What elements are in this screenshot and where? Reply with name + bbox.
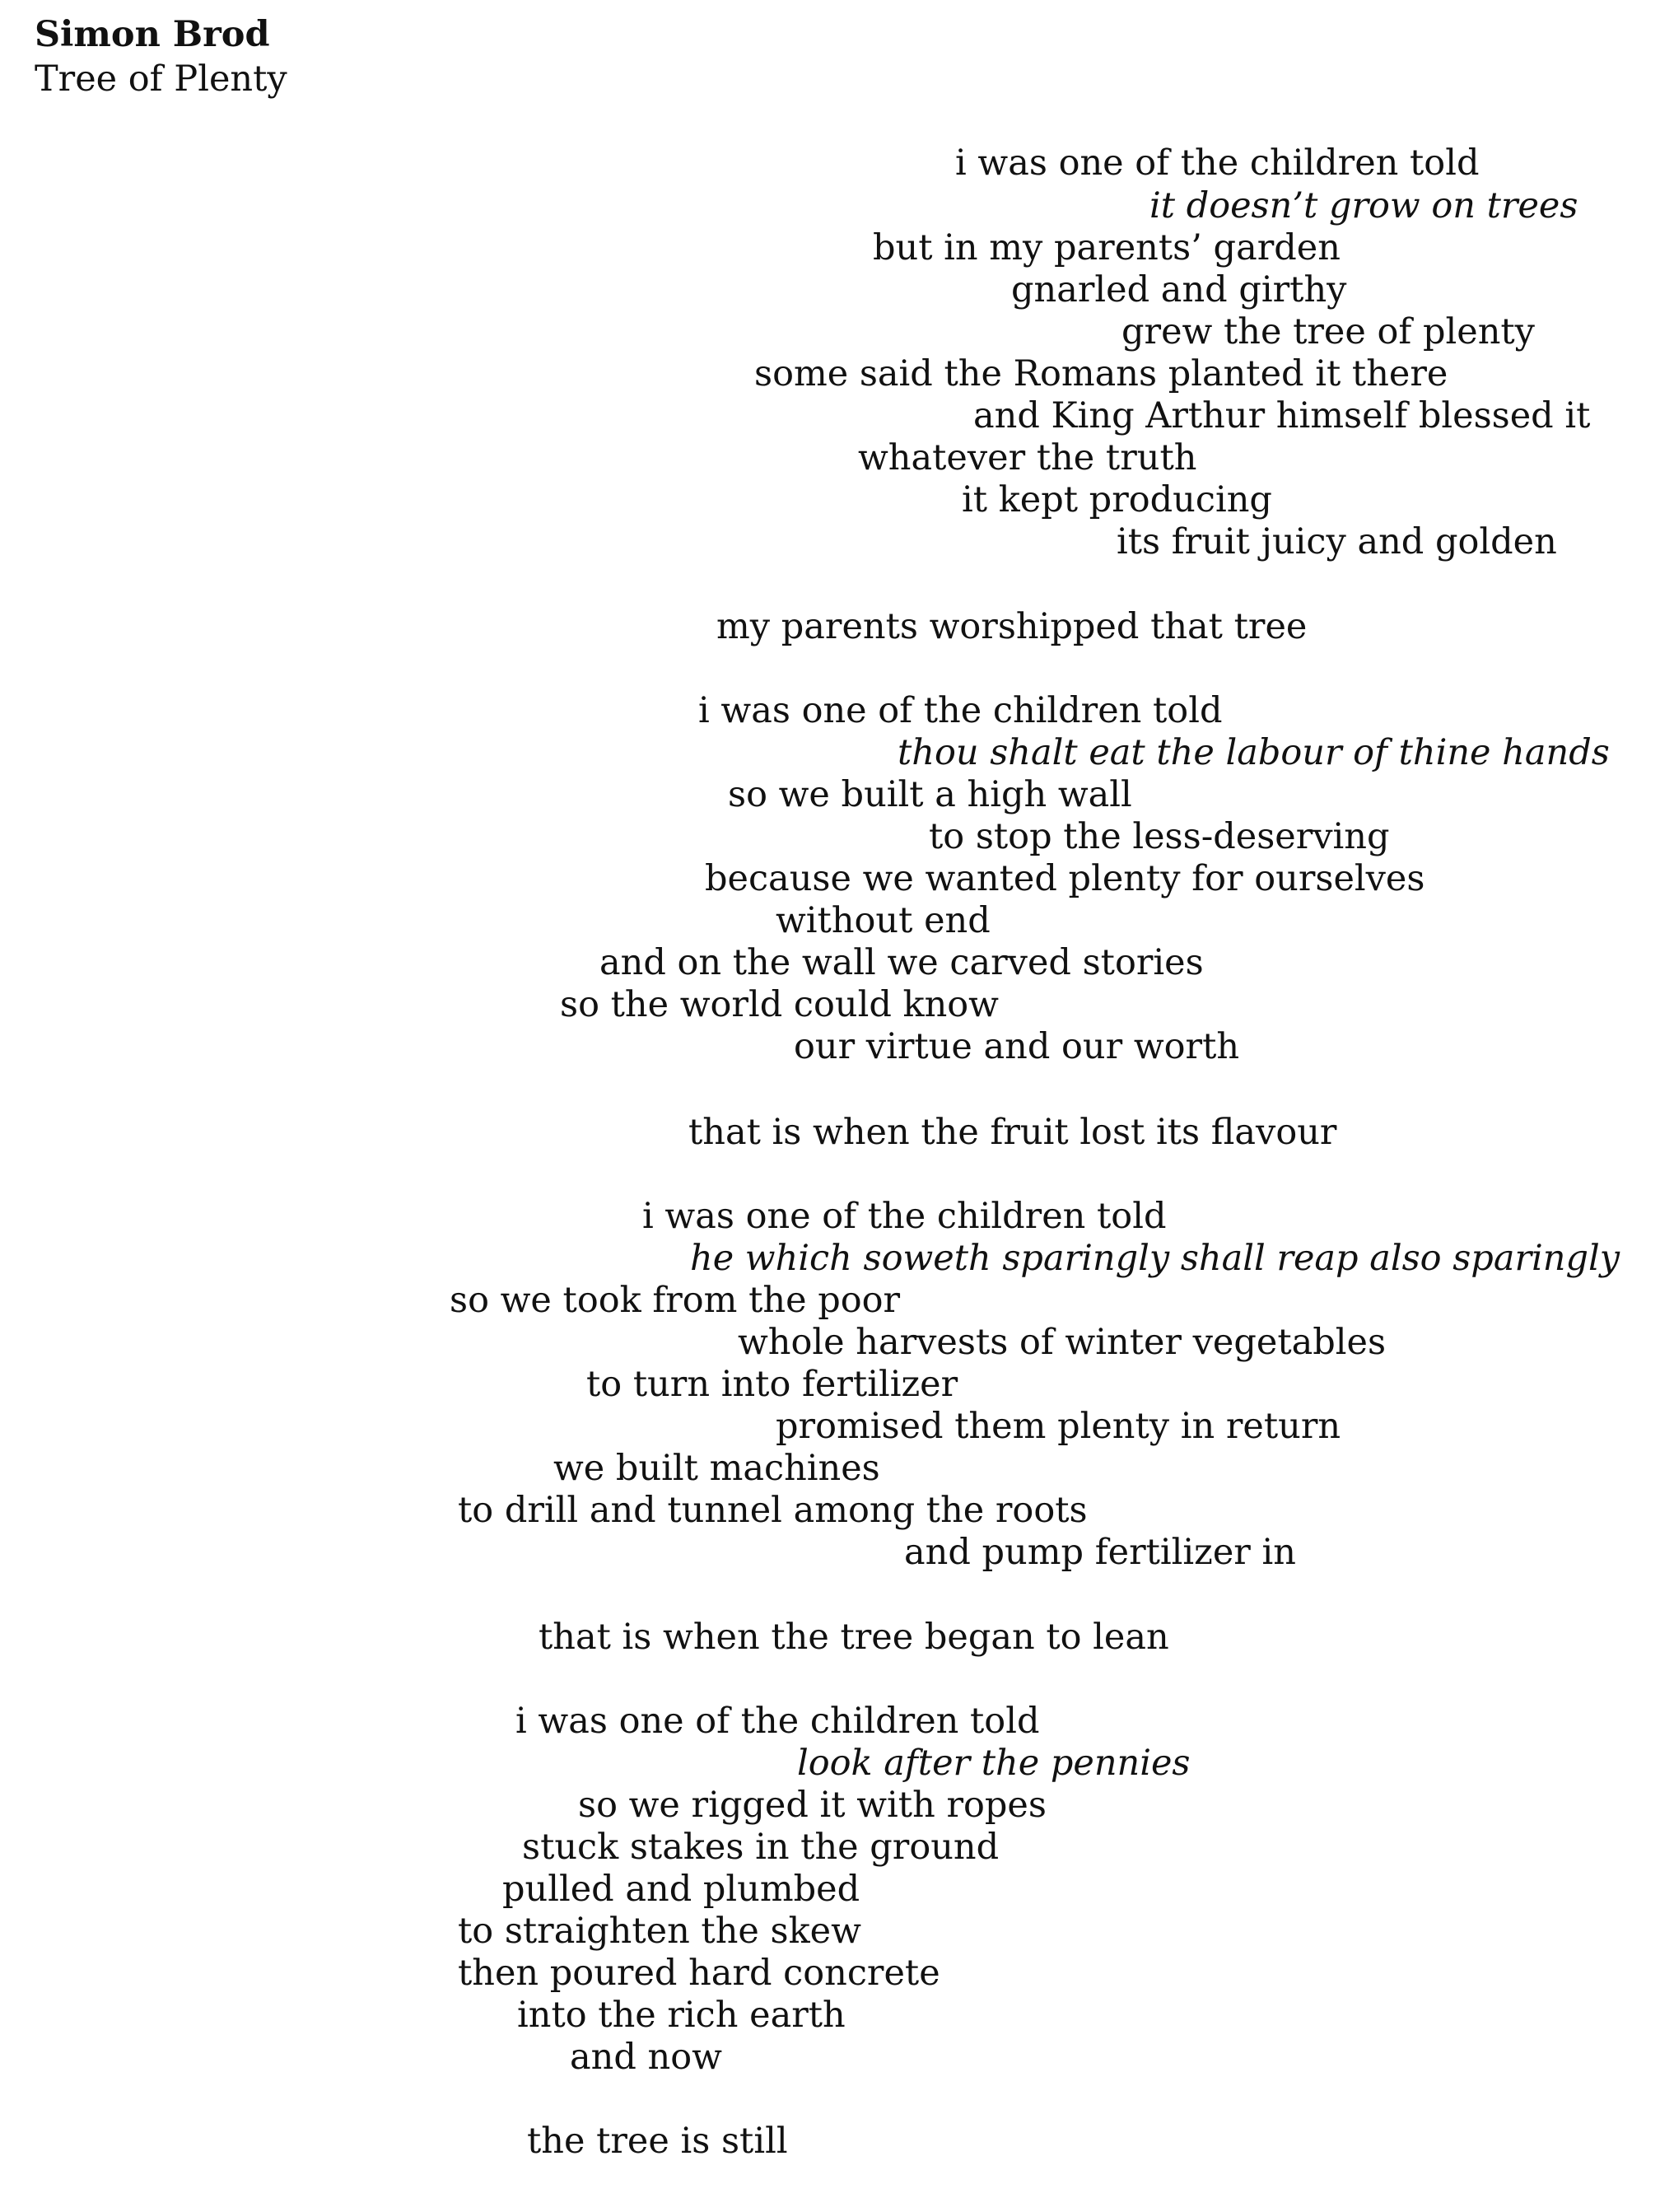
poem-line: stuck stakes in the ground [522, 1827, 1000, 1868]
poem-line: that is when the tree began to lean [539, 1617, 1169, 1658]
author-name: Simon Brod [35, 14, 270, 55]
poem-line: i was one of the children told [515, 1701, 1040, 1742]
poem-line: he which soweth sparingly shall reap also sparingly [690, 1238, 1620, 1279]
poem-line: so we took from the poor [450, 1280, 901, 1321]
poem-line: and on the wall we carved stories [599, 942, 1204, 983]
poem-line: the tree is still [527, 2121, 788, 2162]
poem-line: whole harvests of winter vegetables [738, 1322, 1387, 1363]
poem-line: whatever the truth [858, 437, 1197, 478]
poem-line: so we rigged it with ropes [578, 1785, 1047, 1826]
poem-line: then poured hard concrete [458, 1953, 940, 1994]
poem-line: grew the tree of plenty [1121, 311, 1535, 352]
poem-line: promised them plenty in return [776, 1406, 1341, 1447]
poem-line: to stop the less-deserving [929, 816, 1390, 857]
poem-line: thou shalt eat the labour of thine hands [898, 732, 1610, 773]
poem-line: because we wanted plenty for ourselves [705, 858, 1425, 899]
poem-line: to drill and tunnel among the roots [458, 1490, 1088, 1531]
poem-line: into the rich earth [517, 1995, 846, 2036]
poem-line: some said the Romans planted it there [754, 353, 1448, 394]
poem-line: my parents worshipped that tree [716, 606, 1308, 647]
poem-line: to turn into fertilizer [586, 1364, 958, 1405]
poem-line: and now [570, 2037, 722, 2078]
poem-line: we built machines [553, 1448, 880, 1489]
poem-line: to straighten the skew [458, 1911, 861, 1952]
poem-title: Tree of Plenty [35, 58, 287, 100]
poem-line: it doesn’t grow on trees [1149, 185, 1578, 226]
poem-line: its fruit juicy and golden [1117, 521, 1557, 562]
poem-line: so the world could know [560, 984, 999, 1025]
poem-line: without end [776, 900, 991, 941]
poem-line: but in my parents’ garden [873, 227, 1341, 268]
poem-line: it kept producing [962, 479, 1272, 520]
poem-line: gnarled and girthy [1011, 269, 1347, 310]
poem-line: i was one of the children told [698, 690, 1223, 731]
poem-line: and King Arthur himself blessed it [973, 395, 1591, 436]
poem-line: our virtue and our worth [794, 1026, 1240, 1067]
poem-line: i was one of the children told [642, 1196, 1167, 1237]
poem-line: and pump fertilizer in [904, 1532, 1296, 1573]
poem-line: that is when the fruit lost its flavour [688, 1112, 1337, 1153]
poem-line: i was one of the children told [955, 142, 1480, 184]
poem-line: so we built a high wall [728, 774, 1132, 815]
poem-line: pulled and plumbed [502, 1869, 860, 1910]
poem-line: look after the pennies [797, 1743, 1191, 1784]
